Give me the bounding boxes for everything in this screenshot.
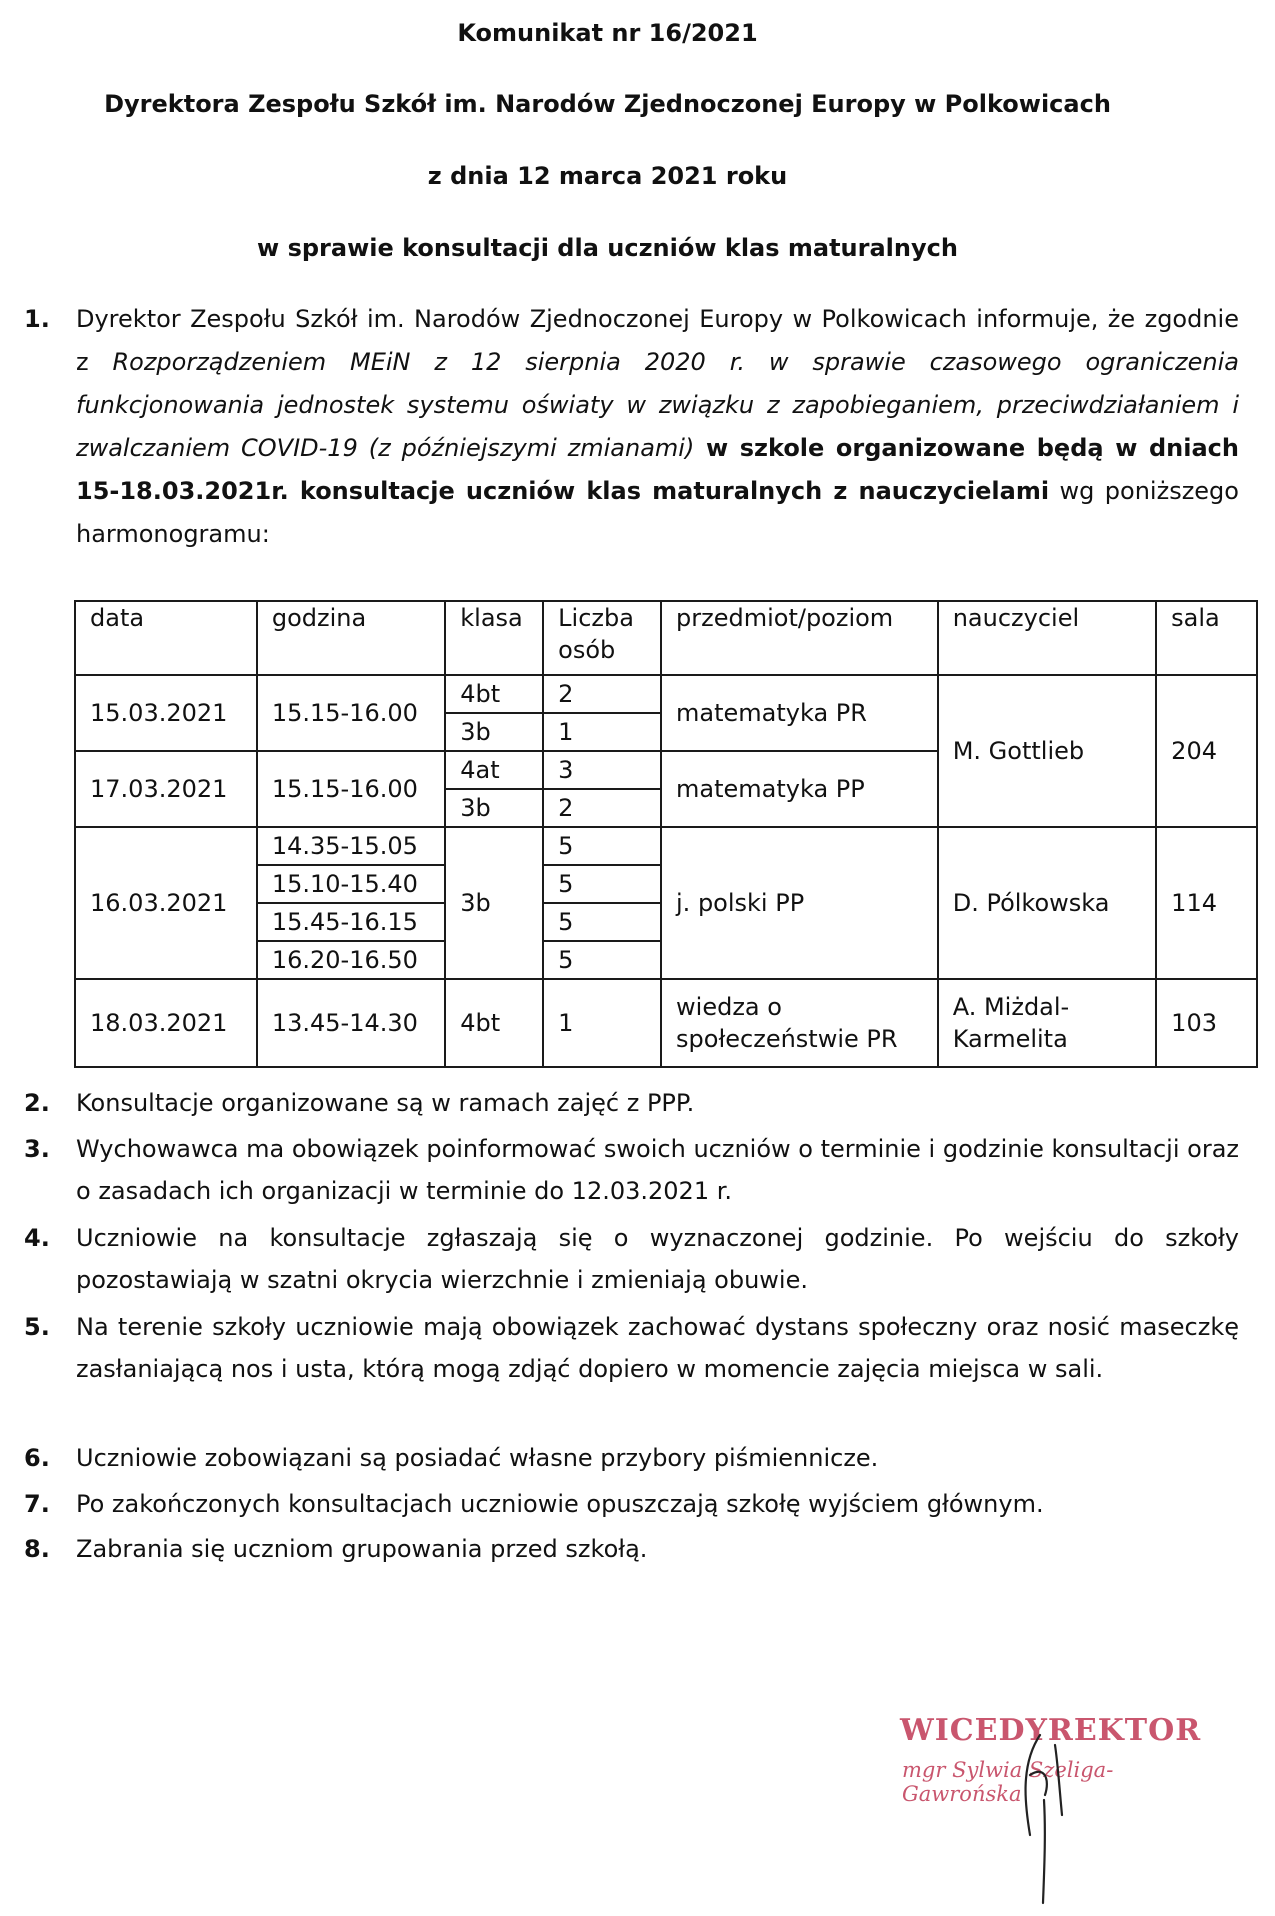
cell-date: 17.03.2021 — [75, 751, 257, 827]
header-liczba: Liczba osób — [543, 601, 661, 675]
item-text-6: Uczniowie zobowiązani są posiadać własne przybory piśmiennicze. — [76, 1444, 879, 1472]
item-number-1: 1. — [24, 305, 50, 333]
date-line: z dnia 12 marca 2021 roku — [427, 162, 788, 190]
cell-time: 15.15-16.00 — [257, 751, 445, 827]
item-number-8: 8. — [24, 1535, 50, 1563]
cell-subject: matematyka PR — [661, 675, 938, 751]
issuer-line: Dyrektora Zespołu Szkół im. Narodów Zjednoczonej Europy w Polkowicach — [104, 90, 1111, 118]
cell-count: 1 — [543, 979, 661, 1067]
table-row — [75, 675, 1257, 713]
item-text-8: Zabrania się uczniom grupowania przed szkołą. — [76, 1535, 648, 1563]
item-number-6: 6. — [24, 1444, 50, 1472]
table-row — [75, 979, 1257, 1067]
item-number-7: 7. — [24, 1490, 50, 1518]
item-text-5: Na terenie szkoły uczniowie mają obowiązek zachować dystans społeczny oraz nosić maseczkę zasłaniającą nos i usta, którą mogą zdjąć dopiero w momencie zajęcia miejsca w sali. — [76, 1313, 1239, 1383]
cell-date: 15.03.2021 — [75, 675, 257, 751]
cell-time: 14.35-15.05 — [257, 827, 445, 865]
intro-text-part1: Dyrektor Zespołu Szkół im. Narodów Zjednoczonej Europy w Polkowicach informuje, że zgodnie z — [76, 305, 1239, 376]
cell-count: 5 — [543, 941, 661, 979]
header-klasa: klasa — [445, 601, 543, 675]
cell-count: 5 — [543, 827, 661, 865]
item-number-3: 3. — [24, 1135, 50, 1163]
cell-time: 15.15-16.00 — [257, 675, 445, 751]
item-text-4: Uczniowie na konsultacje zgłaszają się o wyznaczonej godzinie. Po wejściu do szkoły pozostawiają w szatni okrycia wierzchnie i zmieniają obuwie. — [76, 1224, 1239, 1294]
intro-text-part2: wg poniższego harmonogramu: — [76, 477, 1239, 548]
handwritten-signature — [1000, 1725, 1080, 1905]
cell-room: 103 — [1156, 979, 1257, 1067]
cell-count: 3 — [543, 751, 661, 789]
header-nauczyciel: nauczyciel — [938, 601, 1156, 675]
header-przedmiot: przedmiot/poziom — [661, 601, 938, 675]
cell-class: 4bt — [445, 979, 543, 1067]
cell-date: 18.03.2021 — [75, 979, 257, 1067]
cell-time: 16.20-16.50 — [257, 941, 445, 979]
stamp-name: mgr Sylwia Szeliga-Gawrońska — [902, 1758, 1114, 1806]
cell-count: 2 — [543, 789, 661, 827]
item-number-4: 4. — [24, 1224, 50, 1252]
cell-subject: wiedza o społeczeństwie PR — [661, 979, 938, 1067]
cell-time: 13.45-14.30 — [257, 979, 445, 1067]
cell-class: 4bt — [445, 675, 543, 713]
table-header-row — [75, 601, 1257, 675]
header-sala: sala — [1156, 601, 1257, 675]
cell-teacher: M. Gottlieb — [938, 675, 1156, 827]
cell-count: 5 — [543, 903, 661, 941]
cell-date: 16.03.2021 — [75, 827, 257, 979]
item-number-5: 5. — [24, 1313, 50, 1341]
table-row — [75, 827, 1257, 865]
cell-subject: matematyka PP — [661, 751, 938, 827]
cell-class: 3b — [445, 713, 543, 751]
cell-class: 3b — [445, 789, 543, 827]
subject-line: w sprawie konsultacji dla uczniów klas maturalnych — [257, 234, 958, 262]
cell-time: 15.10-15.40 — [257, 865, 445, 903]
header-godzina: godzina — [257, 601, 445, 675]
cell-class: 3b — [445, 827, 543, 979]
cell-teacher: A. Miżdal-Karmelita — [938, 979, 1156, 1067]
intro-paragraph — [76, 298, 1239, 556]
cell-count: 5 — [543, 865, 661, 903]
cell-subject: j. polski PP — [661, 827, 938, 979]
intro-bold-text: w szkole organizowane będą w dniach 15-18.03.2021r. konsultacje uczniów klas maturalnych z nauczycielami — [76, 434, 1239, 505]
cell-class: 4at — [445, 751, 543, 789]
item-number-2: 2. — [24, 1089, 50, 1117]
cell-room: 204 — [1156, 675, 1257, 827]
cell-teacher: D. Pólkowska — [938, 827, 1156, 979]
item-text-3: Wychowawca ma obowiązek poinformować swoich uczniów o terminie i godzinie konsultacji oraz o zasadach ich organizacji w terminie do 12.03.2021 r. — [76, 1135, 1239, 1205]
item-text-2: Konsultacje organizowane są w ramach zajęć z PPP. — [76, 1089, 695, 1117]
stamp-title: WICEDYREKTOR — [900, 1713, 1202, 1748]
cell-room: 114 — [1156, 827, 1257, 979]
cell-time: 15.45-16.15 — [257, 903, 445, 941]
item-text-7: Po zakończonych konsultacjach uczniowie opuszczają szkołę wyjściem głównym. — [76, 1490, 1044, 1518]
document-title: Komunikat nr 16/2021 — [457, 19, 758, 47]
header-data: data — [75, 601, 257, 675]
cell-count: 1 — [543, 713, 661, 751]
cell-count: 2 — [543, 675, 661, 713]
schedule-table — [74, 600, 1258, 1068]
regulation-reference: Rozporządzeniem MEiN z 12 sierpnia 2020 r. w sprawie czasowego ograniczenia funkcjonowania jednostek systemu oświaty w związku z zapobieganiem, przeciwdziałaniem i zwalczaniem COVID-19 (z późniejszymi zmianami) — [76, 348, 1239, 462]
